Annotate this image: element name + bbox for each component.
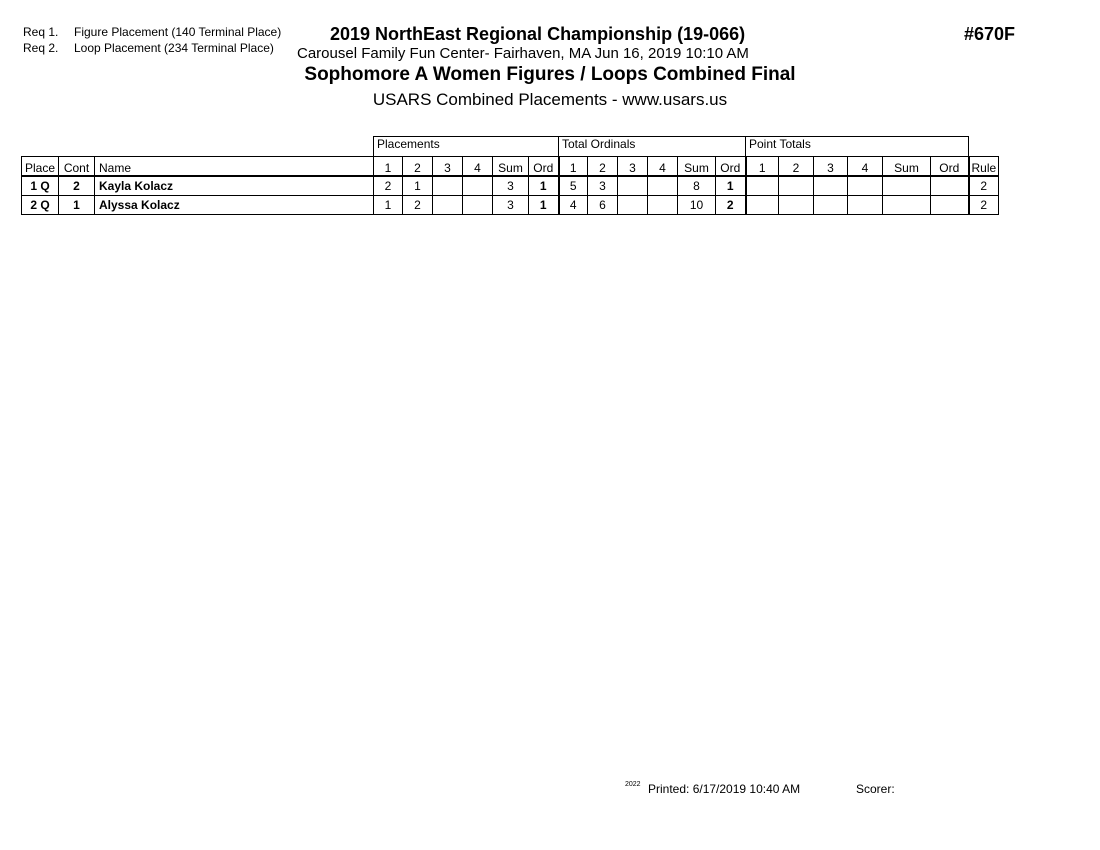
placement-sum-cell: 3: [493, 176, 529, 196]
points-cell: [746, 176, 779, 196]
col-ordinal-4: 4: [648, 157, 678, 177]
col-points-ord: Ord: [931, 157, 969, 177]
cont-cell: 1: [59, 196, 95, 215]
ordinal-sum-cell: 8: [678, 176, 716, 196]
col-points-4: 4: [848, 157, 883, 177]
group-point-totals: Point Totals: [746, 137, 969, 157]
points-sum-cell: [883, 176, 931, 196]
ordinal-cell: 6: [588, 196, 618, 215]
col-points-sum: Sum: [883, 157, 931, 177]
placement-ord-cell: 1: [529, 196, 559, 215]
printed-timestamp: Printed: 6/17/2019 10:40 AM: [648, 782, 801, 796]
results-table: [21, 136, 999, 215]
col-placement-1: 1: [374, 157, 403, 177]
placement-cell: [433, 176, 463, 196]
col-points-3: 3: [814, 157, 848, 177]
place-cell: 2 Q: [22, 196, 59, 215]
ordinal-cell: 3: [588, 176, 618, 196]
event-title: Sophomore A Women Figures / Loops Combined Final: [304, 64, 796, 85]
ordinal-cell: 5: [559, 176, 588, 196]
placement-cell: 2: [374, 176, 403, 196]
col-ordinal-1: 1: [559, 157, 588, 177]
points-cell: [814, 176, 848, 196]
col-placement-2: 2: [403, 157, 433, 177]
ordinal-ord-cell: 1: [716, 176, 746, 196]
rule-cell: 2: [969, 176, 999, 196]
ordinal-cell: [618, 176, 648, 196]
placement-cell: 1: [403, 176, 433, 196]
requirement-text: Loop Placement (234 Terminal Place): [74, 41, 274, 55]
skater-name: Kayla Kolacz: [95, 176, 374, 196]
points-cell: [814, 196, 848, 215]
group-placements: Placements: [374, 137, 559, 157]
footer-code: 2022: [625, 781, 641, 788]
scorer-label: Scorer:: [856, 782, 895, 796]
rule-cell: 2: [969, 196, 999, 215]
placement-ord-cell: 1: [529, 176, 559, 196]
points-sum-cell: [883, 196, 931, 215]
placement-cell: [433, 196, 463, 215]
ordinal-cell: [648, 196, 678, 215]
group-total-ordinals: Total Ordinals: [559, 137, 746, 157]
skater-name: Alyssa Kolacz: [95, 196, 374, 215]
ordinal-sum-cell: 10: [678, 196, 716, 215]
points-cell: [848, 176, 883, 196]
col-ordinal-sum: Sum: [678, 157, 716, 177]
requirement-number: Req 2.: [23, 41, 59, 55]
points-cell: [848, 196, 883, 215]
points-cell: [779, 176, 814, 196]
col-ordinal-3: 3: [618, 157, 648, 177]
requirement-number: Req 1.: [23, 25, 59, 39]
requirement-2: [23, 41, 274, 55]
points-cell: [779, 196, 814, 215]
event-number: #670F: [964, 24, 1016, 44]
col-placement-3: 3: [433, 157, 463, 177]
col-rule: Rule: [969, 157, 999, 177]
col-name: Name: [95, 157, 374, 177]
requirement-text: Figure Placement (140 Terminal Place): [74, 25, 282, 39]
ordinal-ord-cell: 2: [716, 196, 746, 215]
column-header-row: [22, 157, 999, 177]
placement-sum-cell: 3: [493, 196, 529, 215]
points-cell: [746, 196, 779, 215]
venue-datetime: Carousel Family Fun Center- Fairhaven, MA Jun 16, 2019 10:10 AM: [297, 45, 749, 62]
col-place: Place: [22, 157, 59, 177]
place-cell: 1 Q: [22, 176, 59, 196]
points-ord-cell: [931, 176, 969, 196]
placement-cell: 1: [374, 196, 403, 215]
ordinal-cell: 4: [559, 196, 588, 215]
competition-title: 2019 NorthEast Regional Championship (19-066): [330, 24, 746, 44]
requirement-1: [23, 25, 281, 39]
table-row: [22, 176, 999, 196]
placement-cell: [463, 176, 493, 196]
ordinal-cell: [618, 196, 648, 215]
col-ordinal-ord: Ord: [716, 157, 746, 177]
table-row: [22, 196, 999, 215]
col-placement-4: 4: [463, 157, 493, 177]
page-subtitle: USARS Combined Placements - www.usars.us: [372, 90, 728, 109]
placement-cell: [463, 196, 493, 215]
col-ordinal-2: 2: [588, 157, 618, 177]
col-placement-sum: Sum: [493, 157, 529, 177]
ordinal-cell: [648, 176, 678, 196]
col-points-1: 1: [746, 157, 779, 177]
col-cont: Cont: [59, 157, 95, 177]
points-ord-cell: [931, 196, 969, 215]
cont-cell: 2: [59, 176, 95, 196]
col-placement-ord: Ord: [529, 157, 559, 177]
group-header-row: [22, 137, 999, 157]
placement-cell: 2: [403, 196, 433, 215]
col-points-2: 2: [779, 157, 814, 177]
